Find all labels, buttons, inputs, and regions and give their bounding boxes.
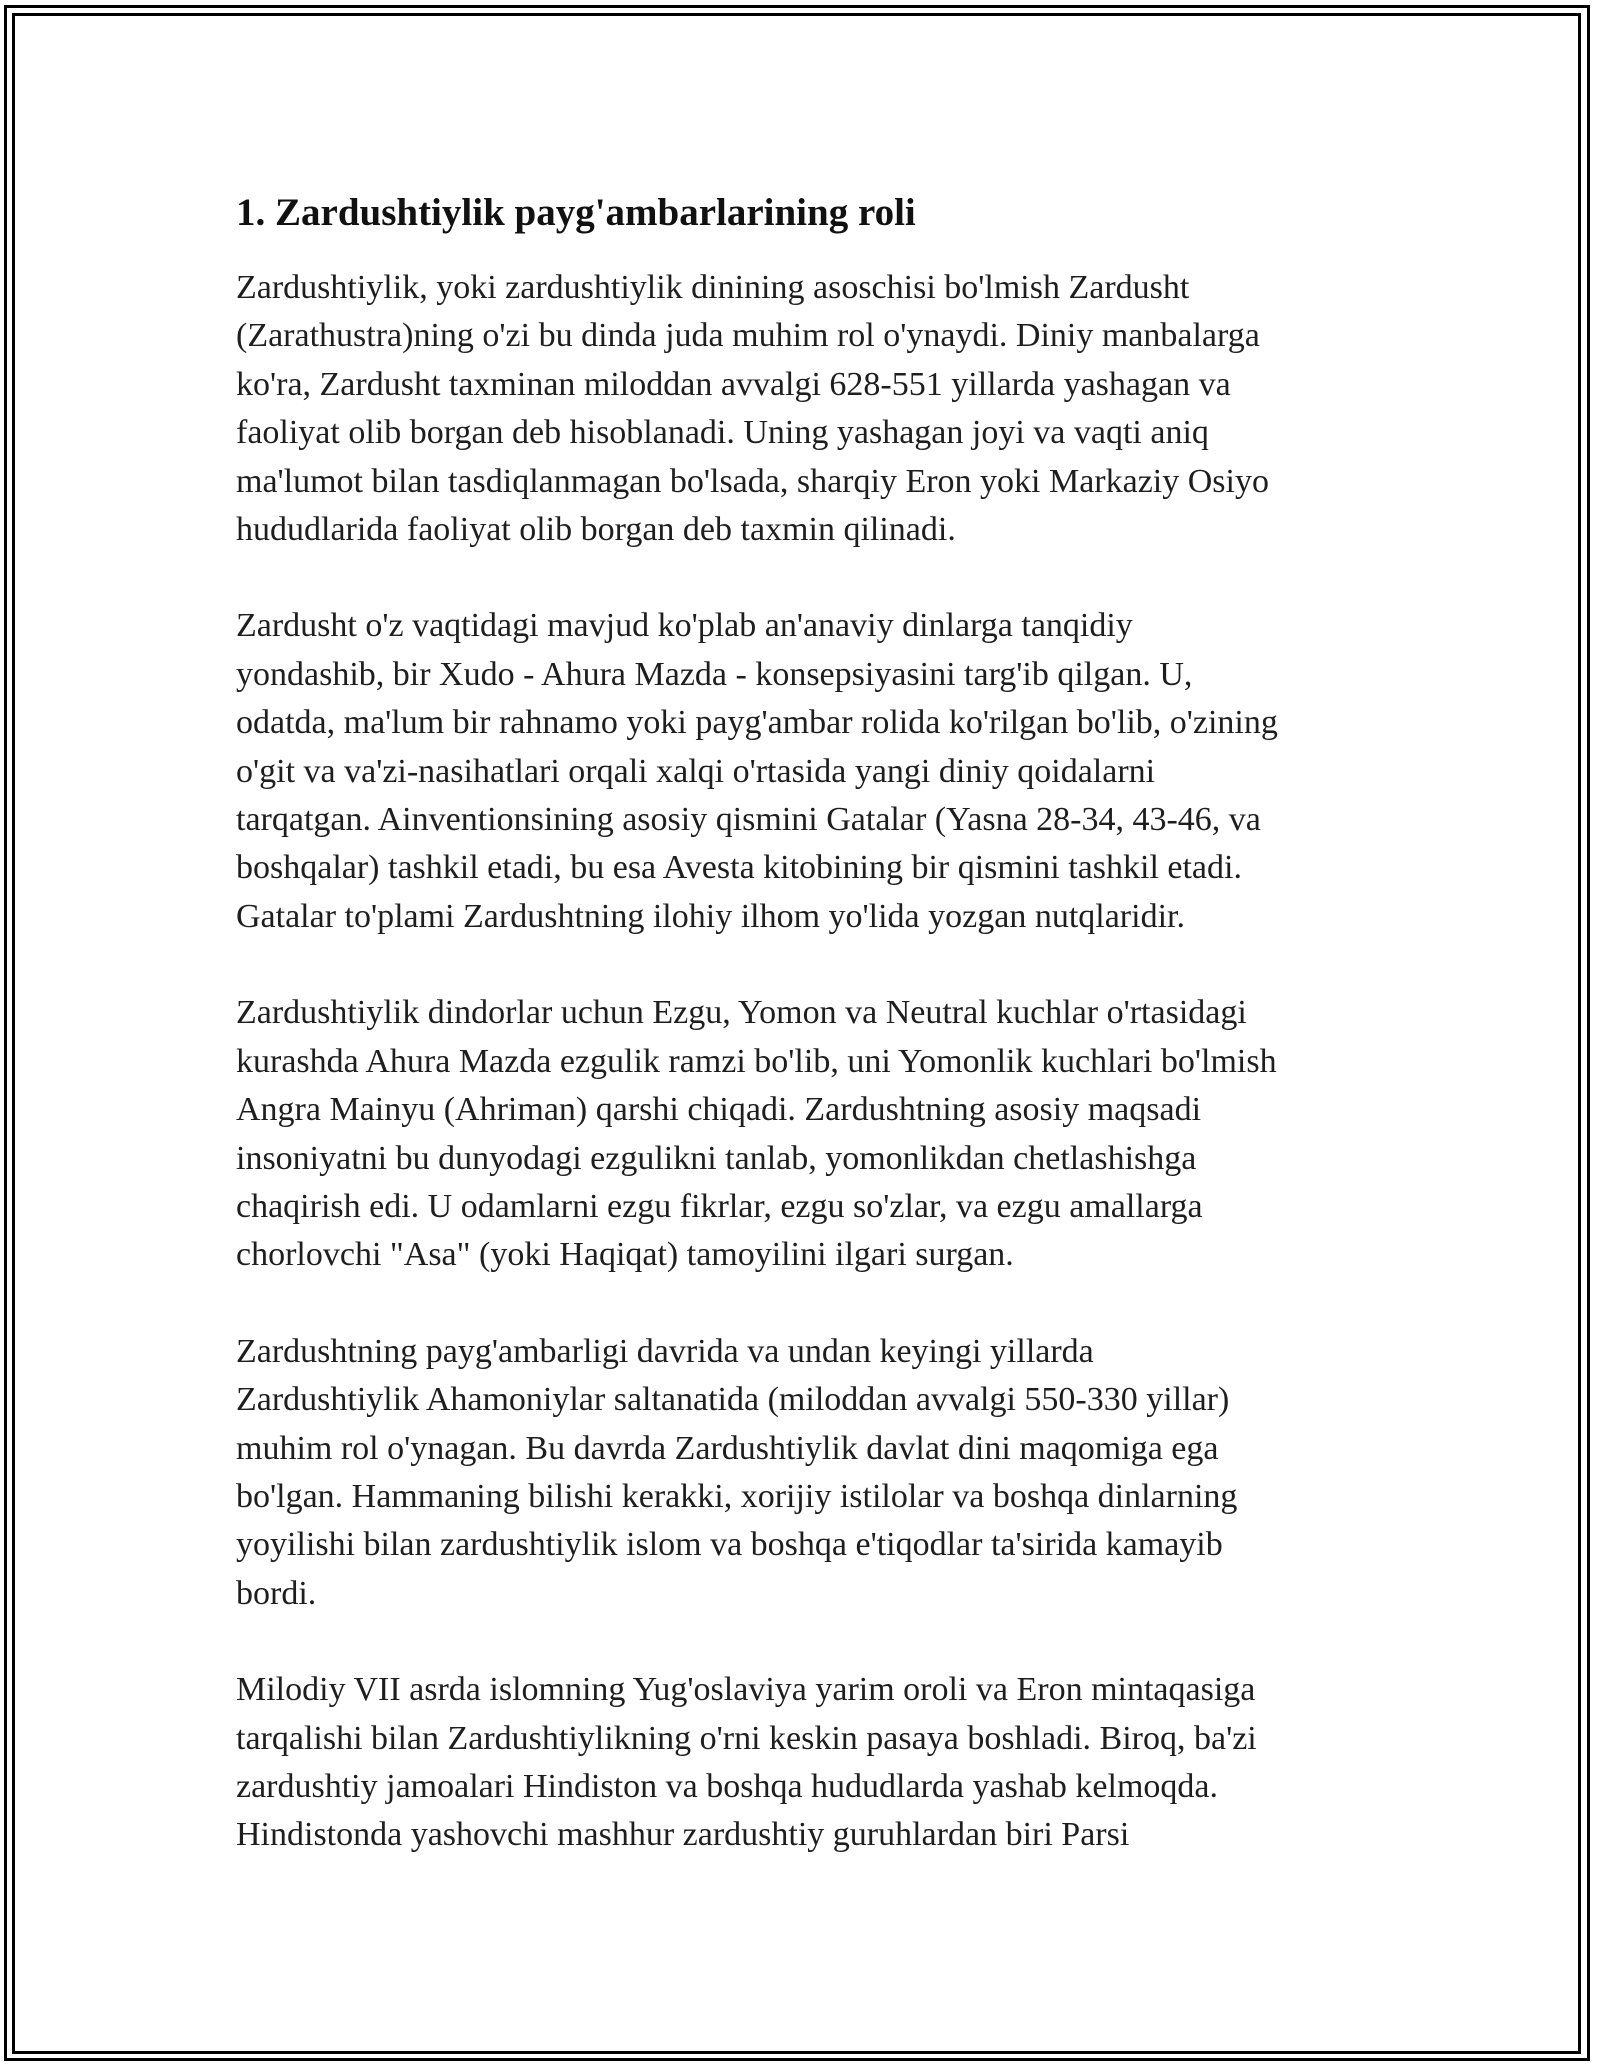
text-line: Zardushtning payg'ambarligi davrida va undan keyingi yillarda (236, 1332, 1094, 1370)
paragraph-5 (236, 1666, 1376, 1860)
text-line: odatda, ma'lum bir rahnamo yoki payg'ambar rolida ko'rilgan bo'lib, o'zining (236, 704, 1278, 742)
text-line: Angra Mainyu (Ahriman) qarshi chiqadi. Zardushtning asosiy maqsadi (236, 1091, 1202, 1129)
text-line: Milodiy VII asrda islomning Yug'oslaviya yarim oroli va Eron mintaqasiga (236, 1671, 1256, 1709)
text-line: (Zarathustra)ning o'zi bu dinda juda muhim rol o'ynaydi. Diniy manbalarga (236, 317, 1260, 355)
document-title: 1. Zardushtiylik payg'ambarlarining roli (236, 191, 916, 234)
text-line: Zardushtiylik, yoki zardushtiylik dinining asoschisi bo'lmish Zardusht (236, 269, 1190, 306)
text-line: Zardushtiylik Ahamoniylar saltanatida (miloddan avvalgi 550-330 yillar) (236, 1381, 1230, 1419)
text-line: hududlarida faoliyat olib borgan deb taxmin qilinadi. (236, 511, 956, 549)
text-line: ma'lumot bilan tasdiqlanmagan bo'lsada, sharqiy Eron yoki Markaziy Osiyo (236, 462, 1269, 500)
text-line: bo'lgan. Hammaning bilishi kerakki, xorijiy istilolar va boshqa dinlarning (236, 1477, 1238, 1515)
text-line: Gatalar to'plami Zardushtning ilohiy ilhom yo'lida yozgan nutqlaridir. (236, 897, 1185, 935)
text-line: insoniyatni bu dunyodagi ezgulikni tanlab, yomonlikdan chetlashishga (236, 1139, 1197, 1177)
text-line: chorlovchi "Asa" (yoki Haqiqat) tamoyilini ilgari surgan. (236, 1236, 1014, 1274)
text-line: kurashda Ahura Mazda ezgulik ramzi bo'lib, uni Yomonlik kuchlari bo'lmish (236, 1042, 1277, 1080)
text-line: zardushtiy jamoalari Hindiston va boshqa hududlarda yashab kelmoqda. (236, 1767, 1218, 1805)
text-line: Zardushtiylik dindorlar uchun Ezgu, Yomon va Neutral kuchlar o'rtasidagi (236, 994, 1247, 1032)
text-line: o'git va va'zi-nasihatlari orqali xalqi o'rtasida yangi diniy qoidalarni (236, 752, 1156, 790)
paragraph-1 (236, 264, 1376, 554)
text-line: faoliyat olib borgan deb hisoblanadi. Uning yashagan joyi va vaqti aniq (236, 414, 1209, 452)
text-line: Zardusht o'z vaqtidagi mavjud ko'plab an'anaviy dinlarga tanqidiy (236, 607, 1133, 645)
text-line: chaqirish edi. U odamlarni ezgu fikrlar, ezgu so'zlar, va ezgu amallarga (236, 1187, 1203, 1225)
paragraph-3 (236, 989, 1376, 1279)
text-line: Hindistonda yashovchi mashhur zardushtiy guruhlardan biri Parsi (236, 1816, 1130, 1854)
text-line: muhim rol o'ynagan. Bu davrda Zardushtiylik davlat dini maqomiga ega (236, 1429, 1219, 1467)
text-line: bordi. (236, 1574, 317, 1612)
paragraph-4 (236, 1328, 1376, 1618)
paragraph-2 (236, 602, 1376, 941)
text-line: yoyilishi bilan zardushtiylik islom va boshqa e'tiqodlar ta'sirida kamayib (236, 1526, 1223, 1564)
text-line: boshqalar) tashkil etadi, bu esa Avesta kitobining bir qismini tashkil etadi. (236, 849, 1242, 887)
text-line: ko'ra, Zardusht taxminan miloddan avvalgi 628-551 yillarda yashagan va (236, 365, 1231, 403)
document-body (236, 186, 1376, 1908)
text-line: tarqatgan. Ainventionsining asosiy qismini Gatalar (Yasna 28-34, 43-46, va (236, 801, 1261, 839)
text-line: tarqalishi bilan Zardushtiylikning o'rni keskin pasaya boshladi. Biroq, ba'zi (236, 1719, 1257, 1757)
text-line: yondashib, bir Xudo - Ahura Mazda - konsepsiyasini targ'ib qilgan. U, (236, 655, 1193, 693)
